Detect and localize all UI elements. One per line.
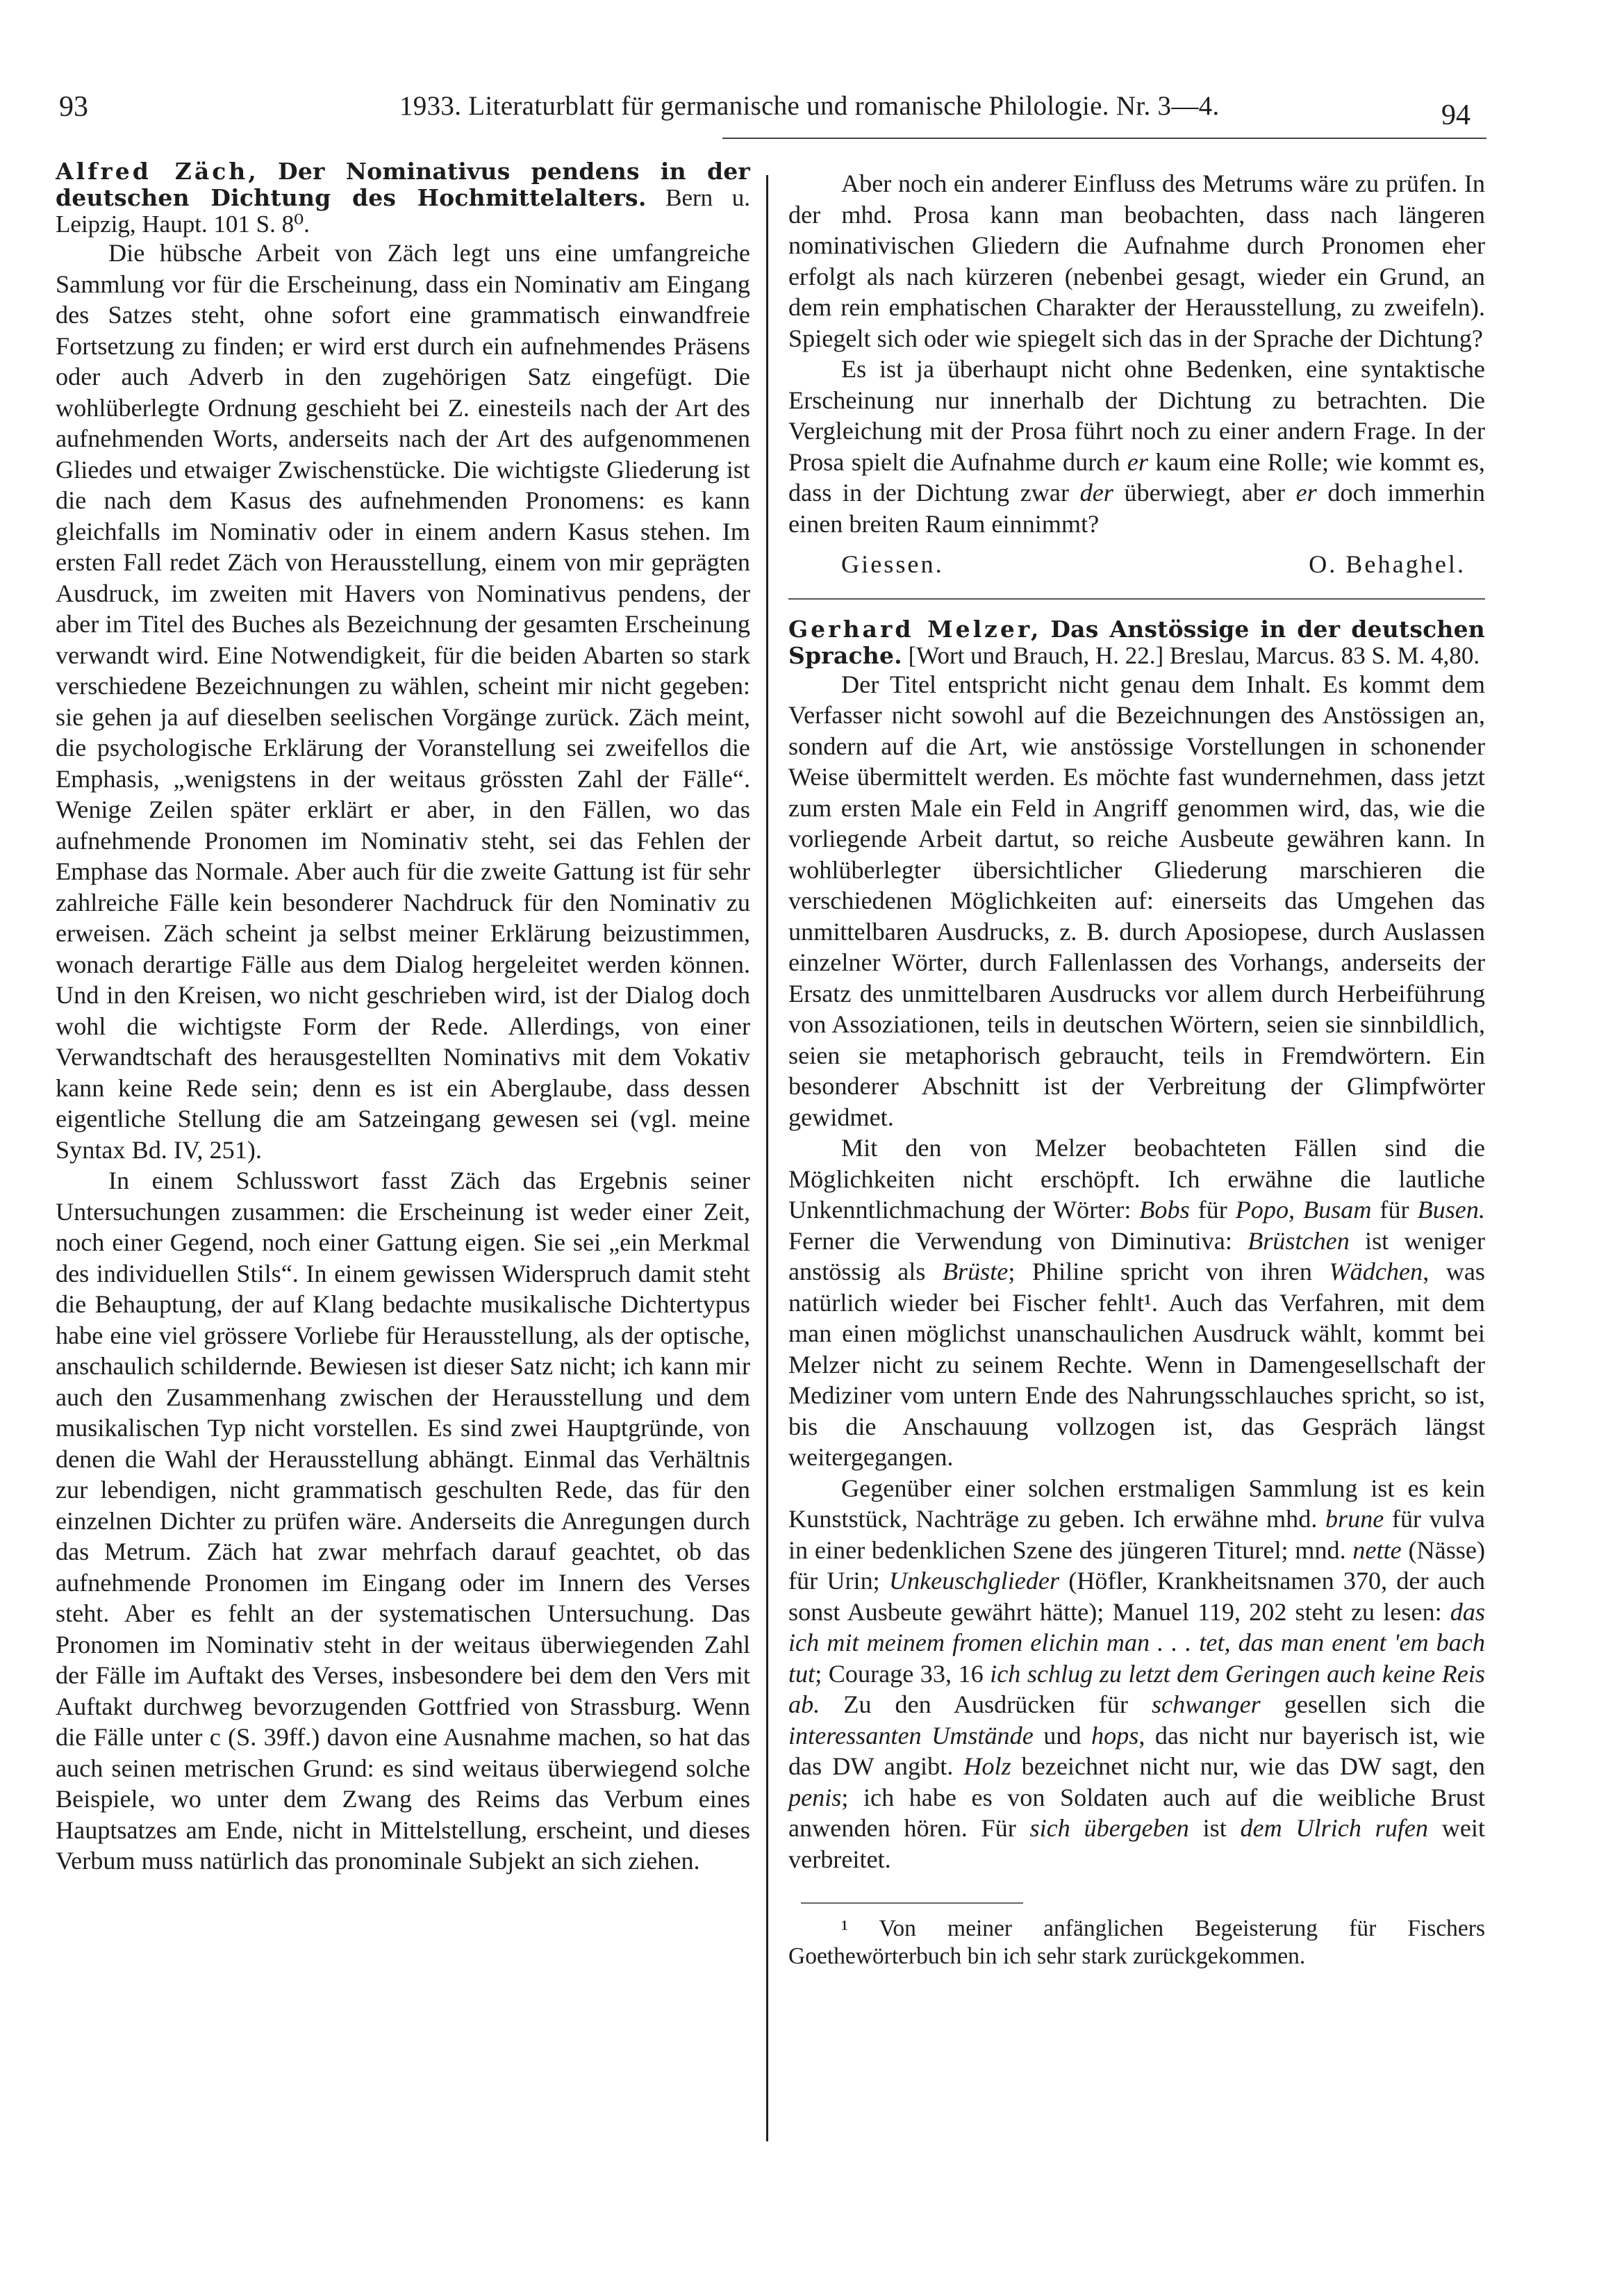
paragraph: In einem Schlusswort fasst Zäch das Ergebnis seiner Untersuchungen zusammen: die Erscheinung ist weder einer Zeit, noch einer Gegend, noch einer Gattung eigen. Sie sei „ein Merkmal des individuellen Stils“. In einem gewissen Widerspruch damit steht die Behauptung, der auf Klang bedachte musikalische Dichtertypus habe eine viel grössere Vorliebe für Herausstellung, als der optische, anschaulich schildernde. Bewiesen ist dieser Satz nicht; ich kann mir auch den Zusammenhang zwischen der Herausstellung und dem musikalischen Typ nicht vorstellen. Es sind zwei Hauptgründe, von denen die Wahl der Herausstellung abhängt. Einmal das Verhältnis zur lebendigen, nicht grammatisch geschulten Rede, das für den einzelnen Dichter zu prüfen wäre. Anderseits die Anregungen durch das Metrum. Zäch hat zwar mehrfach darauf geachtet, ob das aufnehmende Pronomen im Eingang oder im Innern des Verses steht. Aber es fehlt an der systematischen Untersuchung. Das Pronomen im Nominativ steht in der weitaus überwiegenden Zahl der Fälle im Auftakt des Verses, insbesondere bei dem den Vers mit Auftakt durchweg bevorzugenden Gottfried von Strassburg. Wenn die Fälle unter c (S. 39ff.) davon eine Ausnahme machen, so hat das auch seinen metrischen Grund: es sind weitaus überwiegend solche Beispiele, wo unter dem Zwang des Reims das Verbum eines Hauptsatzes am Ende, nicht in Mittelstellung, erscheint, und dieses Verbum muss natürlich das pronominale Subjekt an sich ziehen.: [56, 1167, 750, 1875]
review-title: Der Nominativus pendens in der deutschen Dichtung des Hochmittelalters.: [56, 158, 751, 211]
footnote-rule: [801, 1902, 1023, 1904]
section-rule: [788, 598, 1485, 600]
paragraph: Aber noch ein anderer Einfluss des Metrums wäre zu prüfen. In der mhd. Prosa kann man beobachten, dass nach längeren nominativischen Gliedern die Aufnahme durch Pronomen eher erfolgt als nach kürzeren (nebenbei gesagt, wieder ein Grund, an dem rein emphatischen Charakter der Herausstellung, zu zweifeln). Spiegelt sich oder wie spiegelt sich das in der Sprache der Dichtung?: [788, 170, 1485, 352]
page-number-left: 93: [59, 91, 88, 123]
review-title: Das Anstössige in der deutschen Sprache.: [788, 615, 1485, 669]
footnote: ¹ Von meiner anfänglichen Begeisterung für Fischers Goethewörterbuch bin ich sehr stark zurückgekommen.: [788, 1916, 1485, 1969]
right-column: [788, 168, 1485, 1970]
column-divider: [766, 175, 768, 2141]
paragraph: Es ist ja überhaupt nicht ohne Bedenken, eine syntaktische Erscheinung nur innerhalb der Dichtung zu betrachten. Die Vergleichung mit der Prosa führt noch zu einer andern Frage. In der Prosa spielt die Aufnahme durch er kaum eine Rolle; wie kommt es, dass in der Dichtung zwar der überwiegt, aber er doch immerhin einen breiten Raum einnimmt?: [788, 355, 1485, 538]
page-number-right: 94: [1441, 99, 1470, 131]
signature: [788, 549, 1485, 580]
journal-title: 1933. Literaturblatt für germanische und romanische Philologie. Nr. 3—4.: [399, 91, 1220, 121]
paragraph: Gegenüber einer solchen erstmaligen Sammlung ist es kein Kunststück, Nachträge zu geben. Ich erwähne mhd. brune für vulva in einer bedenklichen Szene des jüngeren Titurel; mnd. nette (Nässe) für Urin; Unkeuschglieder (Höfler, Krankheitsnamen 370, der auch sonst Ausbeute gewährt hätte); Manuel 119, 202 steht zu lesen: das ich mit meinem fromen elichin man . . . tet, das man enent 'em bach tut; Courage 33, 16 ich schlug zu letzt dem Geringen auch keine Reis ab. Zu den Ausdrücken für schwanger gesellen sich die interessanten Umstände und hops, das nicht nur bayerisch ist, wie das DW angibt. Holz bezeichnet nicht nur, wie das DW sagt, den penis; ich habe es von Soldaten auch auf die weibliche Brust anwenden hören. Für sich übergeben ist dem Ulrich rufen weit verbreitet.: [788, 1474, 1485, 1873]
paragraph: Der Titel entspricht nicht genau dem Inhalt. Es kommt dem Verfasser nicht sowohl auf die Bezeichnungen des Anstössigen an, sondern auf die Art, wie anstössige Vorstellungen in schonender Weise übermittelt werden. Es möchte fast wundernehmen, dass jetzt zum ersten Male ein Feld in Angriff genommen wird, das, wie die vorliegende Arbeit dartut, so reiche Ausbeute gewähren kann. In wohlüberlegter übersichtlicher Gliederung marschieren die verschiedenen Möglichkeiten auf: einerseits das Umgehen das unmittelbaren Ausdrucks, z. B. durch Aposiopese, durch Auslassen einzelner Wörter, durch Fallenlassen des Vorhangs, anderseits der Ersatz des unmittelbaren Ausdrucks vor allem durch Herbeiführung von Assoziationen, teils in deutschen Wörtern, seien sie sinnbildlich, seien sie metaphorisch gebraucht, teils in Fremdwörtern. Ein besonderer Abschnitt ist der Verbreitung der Glimpfwörter gewidmet.: [788, 670, 1485, 1131]
review-publication: Bern u. Leipzig, Haupt. 101 S. 8⁰.: [56, 184, 750, 238]
header-rule: [722, 138, 1486, 139]
review-author: Alfred Zäch,: [56, 158, 259, 185]
left-column: [56, 158, 750, 1877]
paragraph: Mit den von Melzer beobachteten Fällen sind die Möglichkeiten nicht erschöpft. Ich erwähne die lautliche Unkenntlichmachung der Wörter: Bobs für Popo, Busam für Busen. Ferner die Verwendung von Diminutiva: Brüstchen ist weniger anstössig als Brüste; Philine spricht von ihren Wädchen, was natürlich wieder bei Fischer fehlt¹. Auch das Verfahren, mit dem man einen möglichst unanschaulichen Ausdruck wählt, kommt bei Melzer nicht zu seinem Rechte. Wenn in Damengesellschaft der Mediziner vom untern Ende des Nahrungsschlauches spricht, so ist, bis die Anschauung vollzogen ist, das Gespräch längst weitergegangen.: [788, 1134, 1486, 1471]
review-heading: [56, 158, 750, 238]
review-heading: [788, 616, 1485, 669]
review-author: Gerhard Melzer,: [788, 615, 1042, 643]
review-publication: [Wort und Brauch, H. 22.] Breslau, Marcus. 83 S. M. 4,80.: [908, 641, 1480, 669]
signature-name: O. Behaghel.: [1309, 550, 1466, 578]
paragraph: Die hübsche Arbeit von Zäch legt uns eine umfangreiche Sammlung vor für die Erscheinung, dass ein Nominativ am Eingang des Satzes steht, ohne sofort eine grammatisch einwandfreie Fortsetzung zu finden; er wird erst durch ein aufnehmendes Präsens oder auch Adverb in den zugehörigen Satz eingefügt. Die wohlüberlegte Ordnung geschieht bei Z. einesteils nach der Art des aufnehmenden Worts, anderseits nach der Art des aufgenommenen Gliedes und etwaiger Zwischenstücke. Die wichtigste Gliederung ist die nach dem Kasus des aufnehmenden Pronomens: es kann gleichfalls im Nominativ oder in einem andern Kasus stehen. Im ersten Fall redet Zäch von Herausstellung, einem von mir geprägten Ausdruck, im zweiten mit Havers von Nominativus pendens, der aber im Titel des Buches als Bezeichnung der gesamten Erscheinung verwandt wird. Eine Notwendigkeit, für die beiden Abarten so stark verschiedene Bezeichnungen zu wählen, scheint mir nicht gegeben: sie gehen ja auf dieselben seelischen Vorgänge zurück. Zäch meint, die psychologische Erklärung der Voranstellung sei zweifellos die Emphasis, „wenigstens in der weitaus grössten Zahl der Fälle“. Wenige Zeilen später erklärt er aber, in den Fällen, wo das aufnehmende Pronomen im Nominativ steht, sei das Fehlen der Emphase das Normale. Aber auch für die zweite Gattung ist für sehr zahlreiche Fälle kein besonderer Nachdruck für den Nominativ zu erweisen. Zäch scheint ja selbst meiner Erklärung beizustimmen, wonach derartige Fälle aus dem Dialog hergeleitet werden können. Und in den Kreisen, wo nicht geschrieben wird, ist der Dialog doch wohl die wichtigste Form der Rede. Allerdings, von einer Verwandtschaft des herausgestellten Nominativs mit dem Vokativ kann keine Rede sein; denn es ist ein Aberglaube, dass dessen eigentliche Stellung die am Satzeingang gewesen sei (vgl. meine Syntax Bd. IV, 251).: [56, 239, 750, 1164]
running-header: [56, 78, 1486, 140]
signature-place: Giessen.: [841, 550, 944, 578]
